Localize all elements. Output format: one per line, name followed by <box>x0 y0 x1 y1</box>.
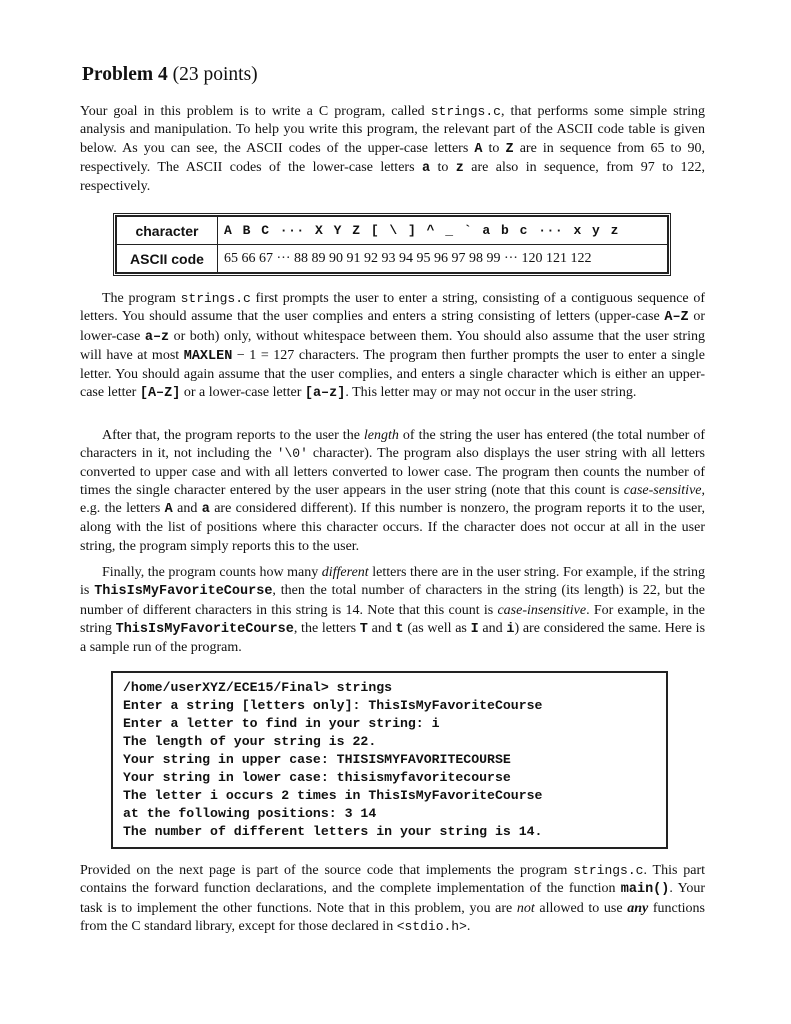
terminal-line: Enter a letter to find in your string: i <box>123 716 440 731</box>
ascii-table <box>113 213 671 276</box>
terminal-line: Your string in lower case: thisismyfavoritecourse <box>123 770 511 785</box>
terminal-line: at the following positions: 3 14 <box>123 806 377 821</box>
next-page-paragraph: Provided on the next page is part of the source code that implements the program strings.c. This part contains the forward function declarations, and the complete implementation of the function main(). Your task is to implement the other functions. Note that in this problem, you are not allowed to use any functions from the C standard library, except for those declared in <stdio.h>. <box>80 863 706 934</box>
terminal-line: The number of different letters in your string is 14. <box>123 824 543 839</box>
problem-title <box>82 64 258 86</box>
program-report-paragraph: After that, the program reports to the user the length of the string the user has entered (the total number of characters in it, not including the '\0' character). The program also displays the user string with all letters converted to upper case and with all letters converted to lower case. The program then counts the number of times the single character entered by the user appears in the user string (note that this count is case-sensitive, e.g. the letters A and a are considered different). If this number is nonzero, the program reports it to the user, along with the list of positions where this character occurs. If the character does not occur at all in the user string, the program simply reports this to the user. <box>80 428 706 554</box>
intro-paragraph: Your goal in this problem is to write a C program, called strings.c, that performs some simple string analysis and manipulation. To help you write this program, the relevant part of the ASCII code table is given below. As you can see, the ASCII codes of the upper-case letters A to Z are in sequence from 65 to 90, respectively. The ASCII codes of the lower-case letters a to z are also in sequence, from 97 to 122, respectively. <box>80 104 706 195</box>
ascii-header-code: ASCII code <box>117 245 218 273</box>
terminal-line: /home/userXYZ/ECE15/Final> strings <box>123 680 393 695</box>
terminal-line: Your string in upper case: THISISMYFAVORITECOURSE <box>123 752 511 767</box>
problem-points: (23 points) <box>172 64 258 85</box>
terminal-line: The letter i occurs 2 times in ThisIsMyFavoriteCourse <box>123 788 543 803</box>
sample-run-terminal <box>111 671 668 849</box>
different-letters-paragraph: Finally, the program counts how many different letters there are in the user string. For example, if the string is ThisIsMyFavoriteCourse, then the total number of characters in the string (its length) is 22, but the number of different characters in this string is 14. Note that this count is case-insensitive. For example, in the string ThisIsMyFavoriteCourse, the letters T and t (as well as I and i) are considered the same. Here is a sample run of the program. <box>80 565 706 656</box>
ascii-codes-row: 65 66 67 ··· 88 89 90 91 92 93 94 95 96 97 98 99 ··· 120 121 122 <box>218 245 668 273</box>
terminal-line: Enter a string [letters only]: ThisIsMyFavoriteCourse <box>123 698 543 713</box>
ascii-header-character: character <box>117 217 218 245</box>
ascii-characters-row: A B C ··· X Y Z [ \ ] ^ _ ` a b c ··· x y z <box>218 217 668 245</box>
program-prompt-paragraph: The program strings.c first prompts the user to enter a string, consisting of a contiguous sequence of letters. You should assume that the user complies and enters a string consisting of letters (upper-case A–Z or lower-case a–z or both) only, without whitespace between them. You should also assume that the user string will have at most MAXLEN − 1 = 127 characters. The program then further prompts the user to enter a single letter. You should again assume that the user complies, and enters a single character which is either an upper-case letter [A–Z] or a lower-case letter [a–z]. This letter may or may not occur in the user string. <box>80 291 706 402</box>
terminal-line: The length of your string is 22. <box>123 734 377 749</box>
problem-number: Problem 4 <box>82 64 168 85</box>
